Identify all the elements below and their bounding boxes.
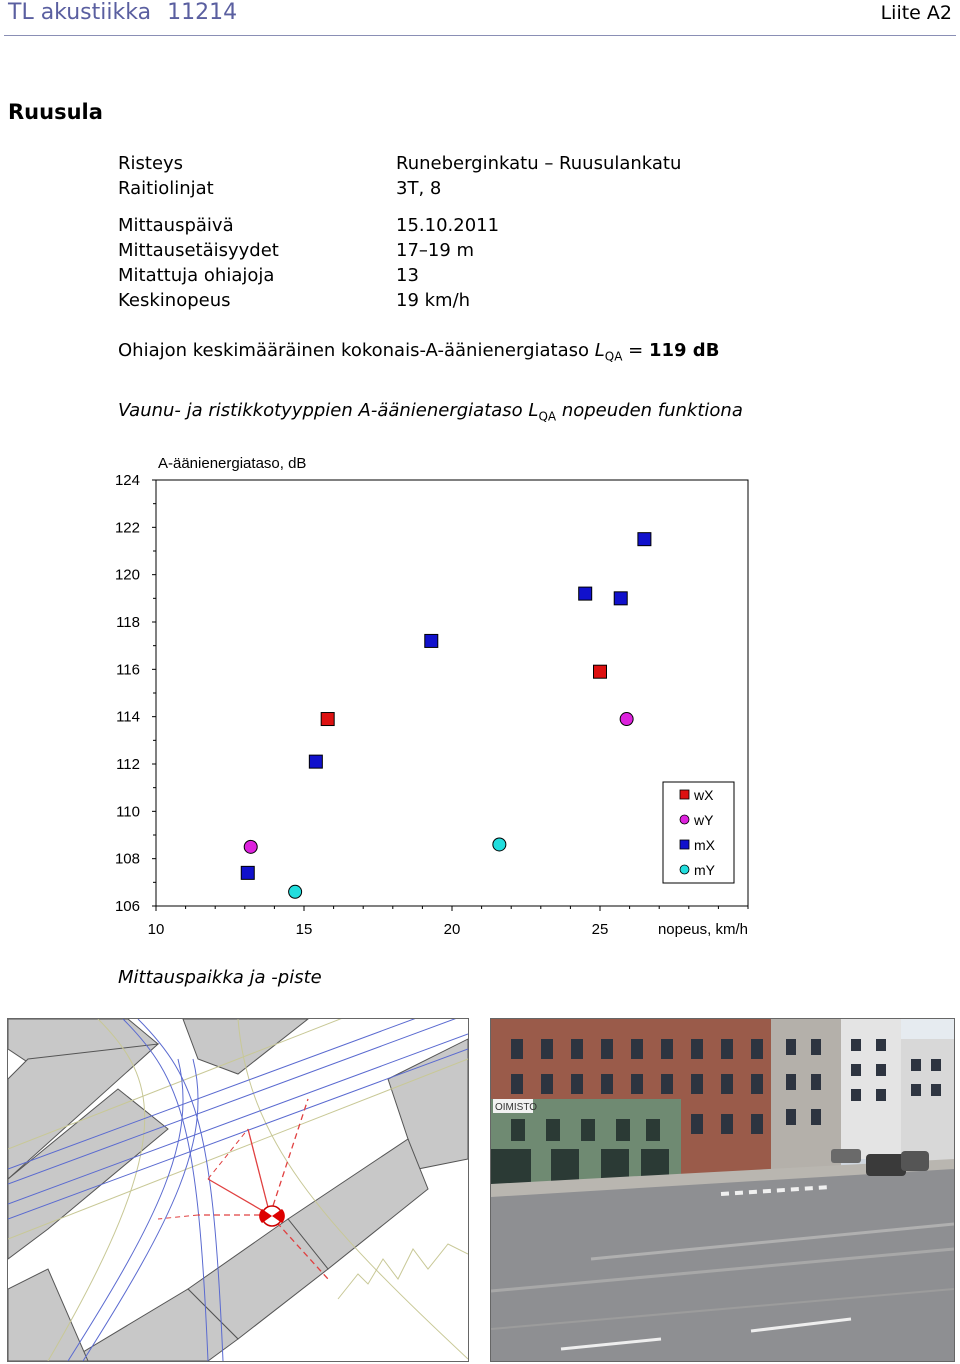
- info-value: 19 km/h: [396, 290, 471, 311]
- x-axis-label: nopeus, km/h: [657, 921, 748, 938]
- data-point-wX: [594, 665, 607, 678]
- legend-label: wY: [694, 812, 714, 828]
- y-tick-label: 122: [114, 519, 140, 537]
- data-point-mX: [614, 592, 627, 605]
- chart-title-suffix: nopeuden funktiona: [556, 400, 743, 421]
- summary-line: [118, 340, 719, 364]
- info-label: Risteys: [118, 153, 184, 174]
- legend-marker: [680, 815, 689, 824]
- data-point-wY: [620, 713, 633, 726]
- y-tick-label: 120: [114, 566, 140, 584]
- summary-value: 119 dB: [648, 340, 720, 361]
- x-tick-label: 10: [147, 921, 165, 938]
- data-point-wY: [244, 840, 257, 853]
- car: [831, 1149, 861, 1163]
- page-title: Ruusula: [8, 100, 103, 124]
- site-photo: [490, 1018, 955, 1362]
- info-value: 15.10.2011: [396, 215, 500, 236]
- x-tick-label: 20: [443, 921, 461, 938]
- data-point-mX: [425, 634, 438, 647]
- info-value: 3T, 8: [396, 178, 442, 199]
- storefront-sign: OIMISTO: [495, 1102, 538, 1113]
- y-tick-label: 110: [116, 803, 140, 821]
- x-tick-label: 25: [591, 921, 609, 938]
- building-facade: [771, 1019, 841, 1169]
- info-value: 17–19 m: [396, 240, 475, 261]
- legend-label: wX: [694, 787, 714, 803]
- data-point-mX: [309, 755, 322, 768]
- brand-name: TL akustiikka: [8, 0, 152, 25]
- data-point-mY: [289, 885, 302, 898]
- photo-caption: Mittauspaikka ja -piste: [118, 967, 322, 988]
- info-label: Raitiolinjat: [118, 178, 214, 199]
- legend-marker: [680, 840, 689, 849]
- info-label: Mittausetäisyydet: [118, 240, 279, 261]
- info-label: Mitattuja ohiajoja: [118, 265, 275, 286]
- y-tick-label: 106: [114, 898, 140, 915]
- summary-symbol: L: [594, 340, 605, 361]
- photo-illustration: [491, 1019, 954, 1361]
- summary-text: Ohiajon keskimääräinen kokonais-A-äänienergiataso: [118, 340, 595, 361]
- x-tick-label: 15: [295, 921, 313, 938]
- y-tick-label: 116: [116, 661, 140, 679]
- legend-marker: [680, 790, 689, 799]
- car: [866, 1154, 906, 1176]
- building-block: [8, 1269, 88, 1361]
- data-point-wX: [321, 713, 334, 726]
- legend-label: mY: [694, 862, 715, 878]
- site-map: [7, 1018, 469, 1362]
- plot-area: [156, 480, 748, 906]
- data-point-mX: [638, 533, 651, 546]
- building-facade: [841, 1019, 901, 1159]
- y-tick-label: 124: [114, 472, 140, 489]
- info-label: Keskinopeus: [118, 290, 231, 311]
- building-facade: [901, 1039, 954, 1164]
- legend-label: mX: [694, 837, 715, 853]
- y-tick-label: 108: [114, 850, 140, 868]
- data-point-mX: [579, 587, 592, 600]
- scatter-chart: [0, 440, 960, 950]
- data-point-mX: [241, 866, 254, 879]
- y-tick-label: 114: [116, 708, 140, 726]
- appendix-label: Liite A2: [880, 2, 952, 24]
- y-tick-label: 118: [116, 614, 140, 631]
- summary-symbol-sub: QA: [604, 349, 623, 364]
- y-tick-label: 112: [116, 756, 140, 773]
- chart-title-sub: QA: [538, 409, 557, 424]
- summary-equals: =: [622, 340, 649, 361]
- y-axis-label: A-äänienergiataso, dB: [158, 455, 307, 472]
- info-label: Mittauspäivä: [118, 215, 234, 236]
- chart-title-text: Vaunu- ja ristikkotyyppien A-äänienergiataso L: [118, 400, 539, 421]
- legend-marker: [680, 865, 689, 874]
- measurement-point-icon: [259, 1206, 285, 1226]
- car: [901, 1151, 929, 1171]
- header-brand: [8, 0, 237, 25]
- chart-title: [118, 400, 743, 424]
- data-point-mY: [493, 838, 506, 851]
- header-divider: [4, 35, 956, 36]
- info-value: 13: [396, 265, 419, 286]
- map-drawing: [8, 1019, 468, 1361]
- project-number: 11214: [167, 0, 238, 25]
- info-value: Runeberginkatu – Ruusulankatu: [396, 153, 682, 174]
